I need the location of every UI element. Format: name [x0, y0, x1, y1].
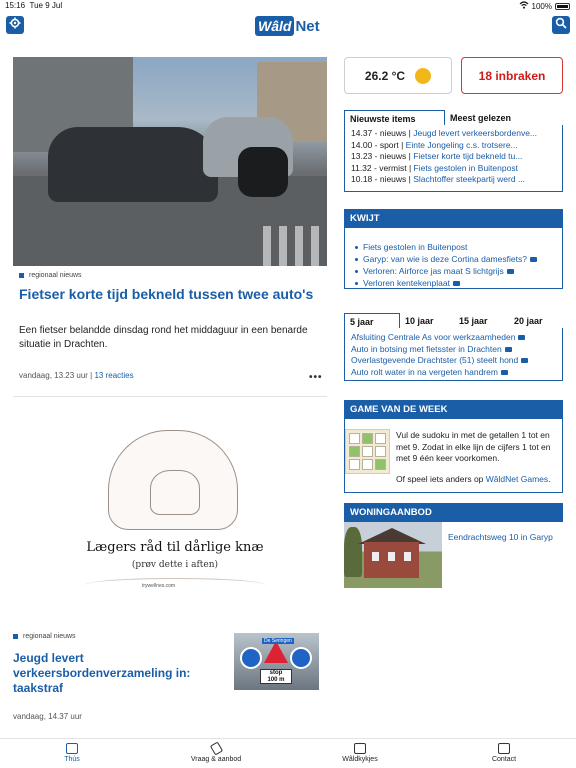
wifi-icon: [519, 1, 529, 11]
list-item[interactable]: Verloren kentekenplaat: [355, 277, 562, 289]
kwijt-header[interactable]: KWIJT: [344, 209, 563, 228]
advertisement[interactable]: [80, 430, 270, 600]
photo-icon: [354, 743, 366, 754]
tab-home[interactable]: Thús: [27, 743, 117, 763]
list-item[interactable]: 14.37 - nieuws | Jeugd levert verkeersbordenve...: [351, 128, 538, 138]
game-more: Of speel iets anders op WâldNet Games.: [396, 474, 551, 484]
camera-icon: [518, 335, 525, 340]
tab-contact[interactable]: Contact: [459, 743, 549, 763]
lead-article-title[interactable]: Fietser korte tijd bekneld tussen twee auto's: [19, 286, 314, 302]
status-time: 15:16 Tue 9 Jul: [5, 1, 63, 10]
tab-photos[interactable]: Wâldkykjes: [315, 743, 405, 763]
game-widget: [344, 418, 563, 493]
house-address-link[interactable]: Eendrachtsweg 10 in Garyp: [448, 532, 553, 542]
camera-icon: [530, 257, 537, 262]
game-description: Vul de sudoku in met de getallen 1 tot en met 9. Zodat in elke lijn de cijfers 1 tot en met 9 één keer voorkomen.: [396, 430, 551, 463]
camera-icon: [521, 358, 528, 363]
battery-icon: [555, 3, 570, 10]
archive-tabs: [344, 313, 563, 329]
ad-title: Lægers råd til dårlige knæ: [86, 540, 264, 555]
list-item[interactable]: Fiets gestolen in Buitenpost: [355, 241, 562, 253]
sudoku-thumbnail[interactable]: [345, 429, 390, 474]
games-link[interactable]: WâldNet Games: [485, 474, 549, 484]
tab-10-years[interactable]: 10 jaar: [400, 313, 454, 329]
gear-icon: [9, 16, 21, 34]
lead-article-meta: vandaag, 13.23 uur | 13 reacties: [19, 371, 134, 380]
top-bar: [0, 12, 576, 42]
temperature: 26.2 °C: [364, 68, 406, 83]
kwijt-list: [344, 228, 563, 289]
second-article-category: regionaal nieuws: [13, 633, 76, 640]
list-item[interactable]: Verloren: Airforce jas maat S lichtgrijs: [355, 265, 562, 277]
list-item[interactable]: Overlastgevende Drachtster (51) steelt hond: [351, 355, 562, 367]
sun-icon: [415, 68, 431, 84]
tag-icon: [209, 741, 222, 755]
divider: [13, 396, 327, 397]
list-item[interactable]: 11.32 - vermist | Fiets gestolen in Buitenpost: [351, 162, 518, 173]
camera-icon: [453, 281, 460, 286]
tab-20-years[interactable]: 20 jaar: [509, 313, 563, 329]
game-header[interactable]: GAME VAN DE WEEK: [344, 400, 563, 419]
waldnet-logo[interactable]: Wâld Net: [255, 15, 320, 37]
lead-article-lead: Een fietser belandde dinsdag rond het middaguur in een benarde situatie in Drachten.: [19, 325, 308, 350]
status-right: [519, 1, 570, 11]
battery-percent: 100%: [531, 1, 552, 11]
lead-article-category: regionaal nieuws: [19, 272, 82, 279]
stop-plate: stop 100 m: [260, 669, 292, 684]
camera-icon: [505, 347, 512, 352]
second-article-title[interactable]: Jeugd levert verkeersbordenverzameling in: taakstraf: [13, 651, 191, 695]
settings-button[interactable]: [6, 16, 24, 34]
home-icon: [66, 743, 78, 754]
list-item[interactable]: Afsluiting Centrale As voor werkzaamheden: [351, 332, 562, 344]
news-tabs: [344, 110, 563, 126]
ad-subtitle: (prøv dette i aften): [131, 560, 219, 570]
ad-brand: trywellnes.com: [142, 583, 176, 589]
tab-5-years[interactable]: 5 jaar: [344, 313, 400, 329]
list-item[interactable]: 13.23 - nieuws | Fietser korte tijd bekneld tu...: [351, 151, 523, 161]
second-article-meta: vandaag, 14.37 uur: [13, 712, 82, 721]
search-button[interactable]: [552, 16, 570, 34]
weather-widget[interactable]: [344, 57, 452, 94]
street-sign: De Seringen: [264, 638, 292, 644]
bottom-tab-bar: [0, 738, 576, 768]
bicycle-sign-icon: [240, 647, 262, 669]
news-list: [344, 125, 563, 192]
camera-icon: [501, 370, 508, 375]
direction-sign-icon: [290, 647, 312, 669]
list-item[interactable]: Auto rolt water in na vergeten handrem: [351, 367, 562, 379]
tab-15-years[interactable]: 15 jaar: [454, 313, 509, 329]
list-item[interactable]: Auto in botsing met fietsster in Drachten: [351, 344, 562, 356]
envelope-icon: [498, 743, 510, 754]
burglaries-widget[interactable]: 18 inbraken: [461, 57, 563, 94]
tab-most-read[interactable]: Meest gelezen: [445, 110, 563, 126]
reactions-link[interactable]: 13 reacties: [94, 371, 134, 380]
lead-article-image[interactable]: [13, 57, 327, 266]
warning-sign-icon: [264, 641, 288, 663]
more-options-button[interactable]: •••: [309, 372, 323, 383]
search-icon: [555, 16, 567, 34]
list-item[interactable]: Garyp: van wie is deze Cortina damesfiets?: [355, 253, 562, 265]
archive-list: [344, 328, 563, 381]
list-item[interactable]: 10.18 - nieuws | Slachtoffer steekpartij werd ...: [351, 174, 526, 184]
camera-icon: [507, 269, 514, 274]
tab-market[interactable]: Vraag & aanbod: [171, 743, 261, 763]
second-article-thumbnail[interactable]: [234, 633, 319, 690]
list-item[interactable]: 14.00 - sport | Einte Jongeling c.s. trotsere...: [351, 139, 518, 150]
tab-newest[interactable]: Nieuwste items: [344, 110, 445, 126]
status-bar: [0, 0, 576, 12]
house-thumbnail[interactable]: [344, 522, 442, 588]
housing-header[interactable]: WONINGAANBOD: [344, 503, 563, 522]
